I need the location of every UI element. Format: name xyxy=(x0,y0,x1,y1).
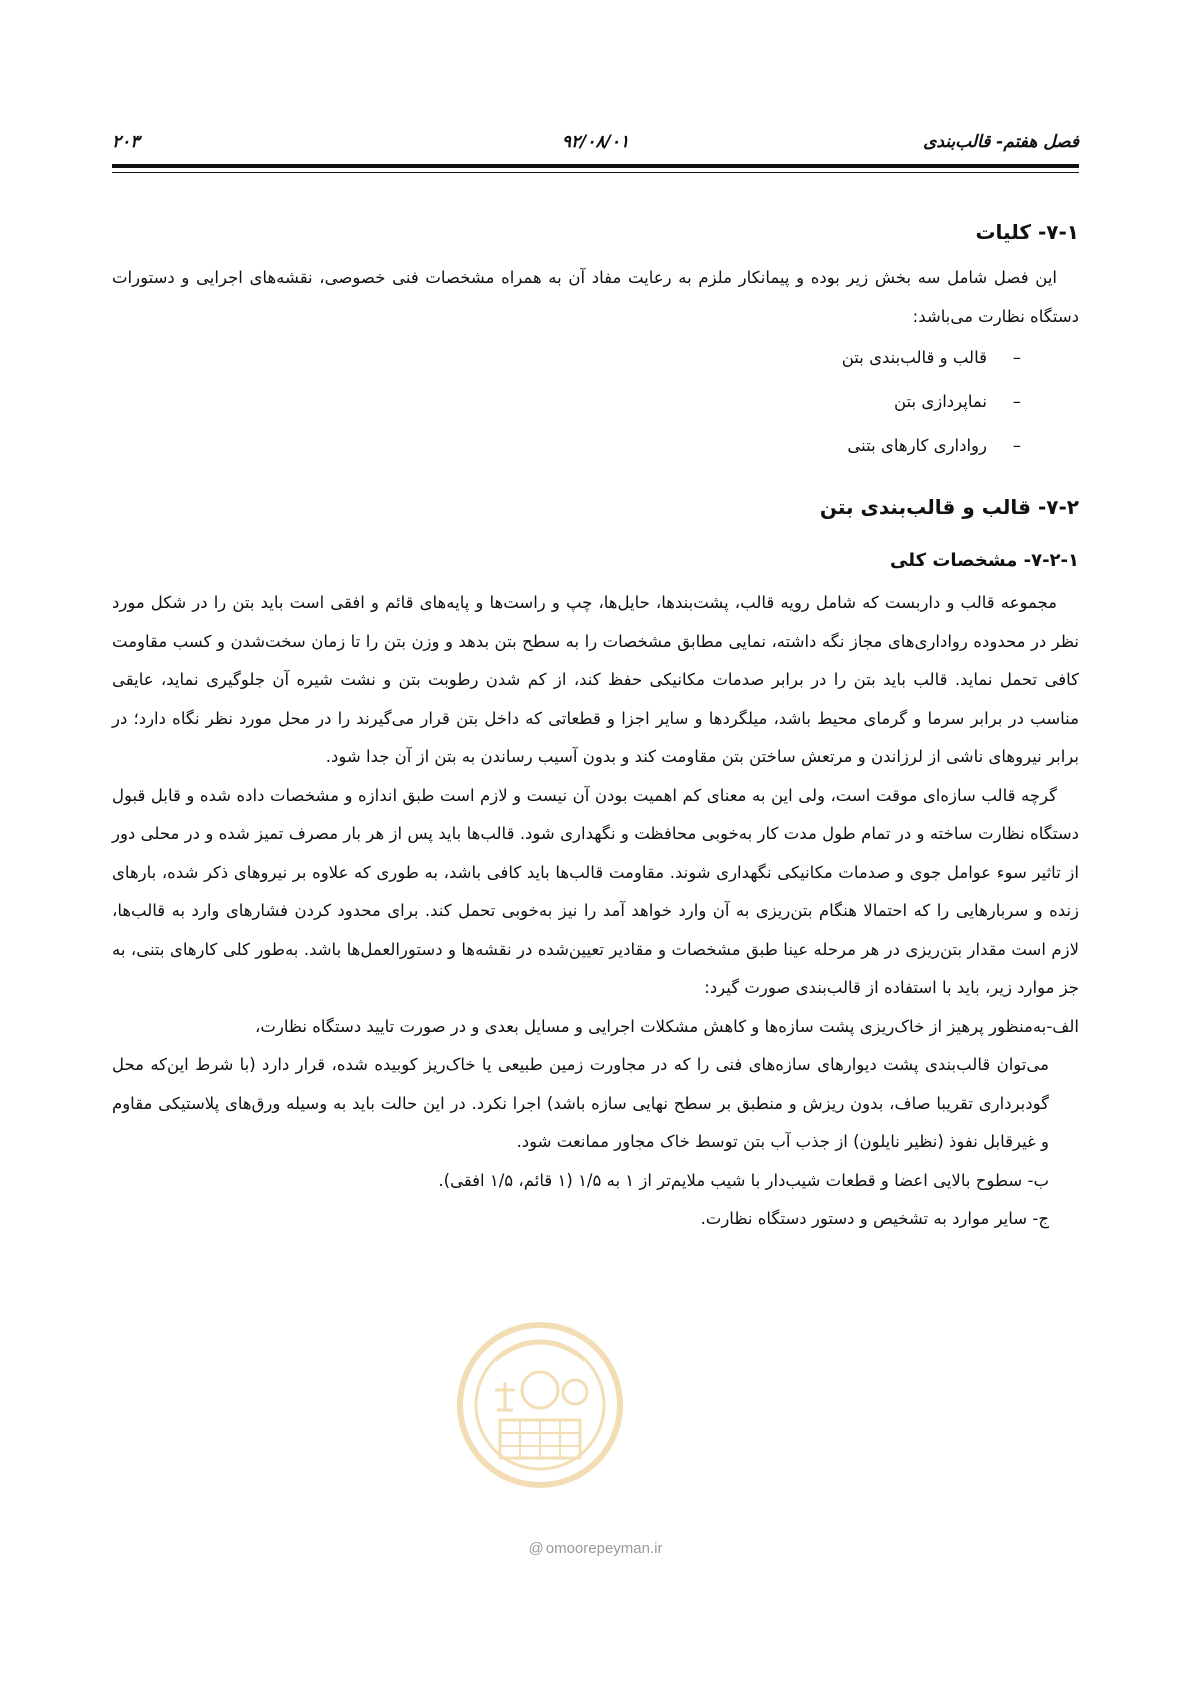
header-rule-thick xyxy=(112,164,1079,168)
watermark-seal-icon xyxy=(455,1320,625,1490)
body-paragraph: مجموعه قالب و داربست که شامل رویه قالب، پشت‌بندها، حایل‌ها، چپ و راست‌ها و پایه‌های قائم و افقی است باید بتن را در شکل مورد نظر در محدوده رواداری‌های مجاز نگه داشته، نمایی مطابق مشخصات را به سطح بتن بدهد و وزن بتن را تا زمان سخت‌شدن و کسب مقاومت کافی تحمل نماید. قالب باید بتن را در برابر صدمات مکانیکی حفظ کند، از کم شدن رطوبت بتن و نشت شیره آن جلوگیری نماید، عایقی مناسب در برابر سرما و گرمای محیط باشد، میلگردها و سایر اجزا و قطعاتی که داخل بتن قرار می‌گیرند را در محل مورد نظر نگاه دارد؛ در برابر نیروهای ناشی از لرزاندن و مرتعش ساختن بتن مقاومت کند و بدون آسیب رساندن به بتن از آن جدا شود. xyxy=(112,593,1079,766)
list-item: –نماپردازی بتن xyxy=(112,380,1021,424)
page-number: ۲۰۳ xyxy=(112,132,140,152)
chapter-title: فصل هفتم- قالب‌بندی xyxy=(923,132,1079,152)
section-heading-general: ۷-۱- کلیات xyxy=(975,220,1079,244)
dash-marker: – xyxy=(1012,436,1021,455)
intro-paragraph: این فصل شامل سه بخش زیر بوده و پیمانکار ملزم به رعایت مفاد آن به همراه مشخصات فنی خصوصی، نقشه‌های اجرایی و دستورات دستگاه نظارت می‌باشد: xyxy=(112,268,1079,326)
subsection-heading-specs: ۷-۲-۱- مشخصات کلی xyxy=(890,550,1079,571)
footer-url: @ omoorepeyman.ir xyxy=(528,1540,663,1557)
case-item-c: ج- سایر موارد به تشخیص و دستور دستگاه نظارت. xyxy=(700,1209,1049,1228)
case-item-b: ب- سطوح بالایی اعضا و قطعات شیب‌دار با شیب ملایم‌تر از ۱ به ۱/۵ (۱ قائم، ۱/۵ افقی). xyxy=(438,1170,1049,1190)
page-body xyxy=(112,215,1079,1239)
at-icon: @ xyxy=(528,1540,544,1557)
case-label: ب- xyxy=(1027,1170,1049,1190)
header-rule-thin xyxy=(112,172,1079,173)
body-paragraph: گرچه قالب سازه‌ای موقت است، ولی این به معنای کم اهمیت بودن آن نیست و لازم است طبق اندازه و مشخصات داده شده و قابل قبول دستگاه نظارت ساخته و در تمام طول مدت کار به‌خوبی محافظت و نگهداری شود. قالب‌ها باید پس از هر بار مصرف تمیز شده و در محلی دور از تاثیر سوء عوامل جوی و صدمات مکانیکی نگهداری شوند. مقاومت قالب‌ها باید کافی باشد، به طوری که علاوه بر نیروهای ذکر شده، بارهای زنده و سربارهایی را که احتمالا هنگام بتن‌ریزی به آن وارد خواهد آمد را نیز به‌خوبی تحمل کند. برای محدود کردن فشارهای وارد به قالب‌ها، لازم است مقدار بتن‌ریزی در هر مرحله عینا طبق مشخصات و مقادیر تعیین‌شده در نقشه‌ها و دستورالعمل‌ها باشد. به‌طور کلی کارهای بتنی، به جز موارد زیر، باید با استفاده از قالب‌بندی صورت گیرد: xyxy=(112,785,1079,997)
list-item: –قالب و قالب‌بندی بتن xyxy=(112,336,1021,380)
case-item-a: الف-به‌منظور پرهیز از خاک‌ریزی پشت سازه‌ها و کاهش مشکلات اجرایی و مسایل بعدی و در صورت تایید دستگاه نظارت، می‌توان قالب‌بندی پشت دیوارهای سازه‌های فنی را که در مجاورت زمین طبیعی یا خاک‌ریز کوبیده شده، قرار دارد (با شرط این‌که محل گودبرداری تقریبا صاف، بدون ریزش و منطبق بر سطح نهایی سازه باشد) اجرا نکرد. در این حالت باید به وسیله ورق‌های پلاستیکی مقاوم و غیرقابل نفوذ (نظیر نایلون) از جذب آب بتن توسط خاک مجاور ممانعت شود. xyxy=(112,1016,1079,1151)
dash-marker: – xyxy=(1012,348,1021,367)
dash-marker: – xyxy=(1012,392,1021,411)
list-item: –رواداری کارهای بتنی xyxy=(112,424,1021,468)
case-label: الف- xyxy=(1046,1016,1079,1036)
header-date: ۹۲/۰۸/۰۱ xyxy=(561,132,630,152)
case-label: ج- xyxy=(1032,1209,1049,1228)
section-heading-formwork: ۷-۲- قالب و قالب‌بندی بتن xyxy=(819,495,1079,519)
section-parts-list xyxy=(112,336,1079,468)
running-header xyxy=(112,128,1079,158)
